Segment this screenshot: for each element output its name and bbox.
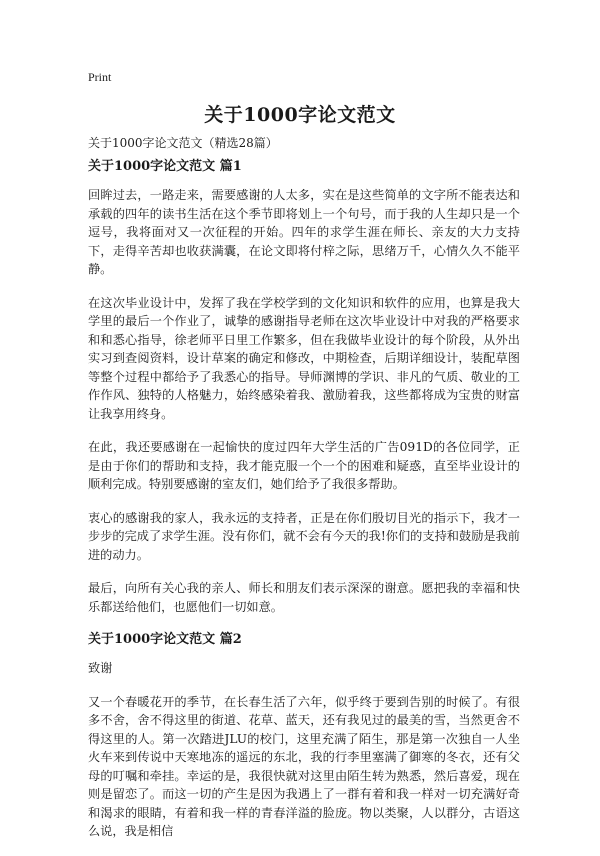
document-body	[88, 158, 520, 856]
section-heading: 关于1000字论文范文 篇1	[88, 159, 242, 174]
document-title: 关于1000字论文范文	[204, 104, 396, 126]
paragraph: 回眸过去，一路走来，需要感谢的人太多，实在是这些简单的文字所不能表达和承载的四年的读书生活在这个季节即将划上一个句号，而于我的人生却只是一个逗号，我将面对又一次征程的开始。四年的求学生涯在师长、亲友的大力支持下，走得辛苦却也收获满囊，在论文即将付梓之际，思绪万千，心情久久不能平静。	[88, 188, 520, 276]
paragraph: 最后，向所有关心我的亲人、师长和朋友们表示深深的谢意。愿把我的幸福和快乐都送给他们，也愿他们一切如意。	[88, 581, 520, 614]
paragraph: 在这次毕业设计中，发挥了我在学校学到的文化知识和软件的应用，也算是我大学里的最后一个作业了，诚挚的感谢指导老师在这次毕业设计中对我的严格要求和和悉心指导，徐老师平日里工作繁多，但在我做毕业设计的每个阶段，从外出实习到查阅资料，设计草案的确定和修改，中期检查，后期详细设计，装配草图等整个过程中都给予了我悉心的指导。导师渊博的学识、非凡的气质、敬业的工作作风、独特的人格魅力，始终感染着我、激励着我，这些都将成为宝贵的财富让我享用终身。	[88, 295, 520, 421]
paragraph: 致谢	[88, 661, 113, 675]
section-heading: 关于1000字论文范文 篇2	[88, 632, 242, 647]
print-link[interactable]: Print	[88, 70, 112, 84]
paragraph: 又一个春暖花开的季节，在长春生活了六年，似乎终于要到告别的时候了。有很多不舍，舍不得这里的街道、花草、蓝天，还有我见过的最美的雪，当然更舍不得这里的人。第一次踏进JLU的校门，这里充满了陌生，那是第一次独自一人坐火车来到传说中天寒地冻的遥远的东北，我的行李里塞满了御寒的冬衣，还有父母的叮嘱和牵挂。幸运的是，我很快就对这里由陌生转为熟悉，然后喜爱，现在则是留恋了。而这一切的产生是因为我遇上了一群有着和我一样对一切充满好奇和渴求的眼睛，有着和我一样的青春洋溢的脸庞。物以类聚，人以群分，古语这么说，我是相信	[88, 694, 520, 838]
paragraph: 在此，我还要感谢在一起愉快的度过四年大学生活的广告091D的各位同学，正是由于你们的帮助和支持，我才能克服一个一个的困难和疑惑，直至毕业设计的顺利完成。特别要感谢的室友们，她们给予了我很多帮助。	[88, 440, 520, 491]
paragraph: 衷心的感谢我的家人，我永远的支持者，正是在你们殷切目光的指示下，我才一步步的完成了求学生涯。没有你们，就不会有今天的我!你们的支持和鼓励是我前进的动力。	[88, 510, 520, 562]
document-subtitle: 关于1000字论文范文（精选28篇）	[88, 136, 278, 150]
